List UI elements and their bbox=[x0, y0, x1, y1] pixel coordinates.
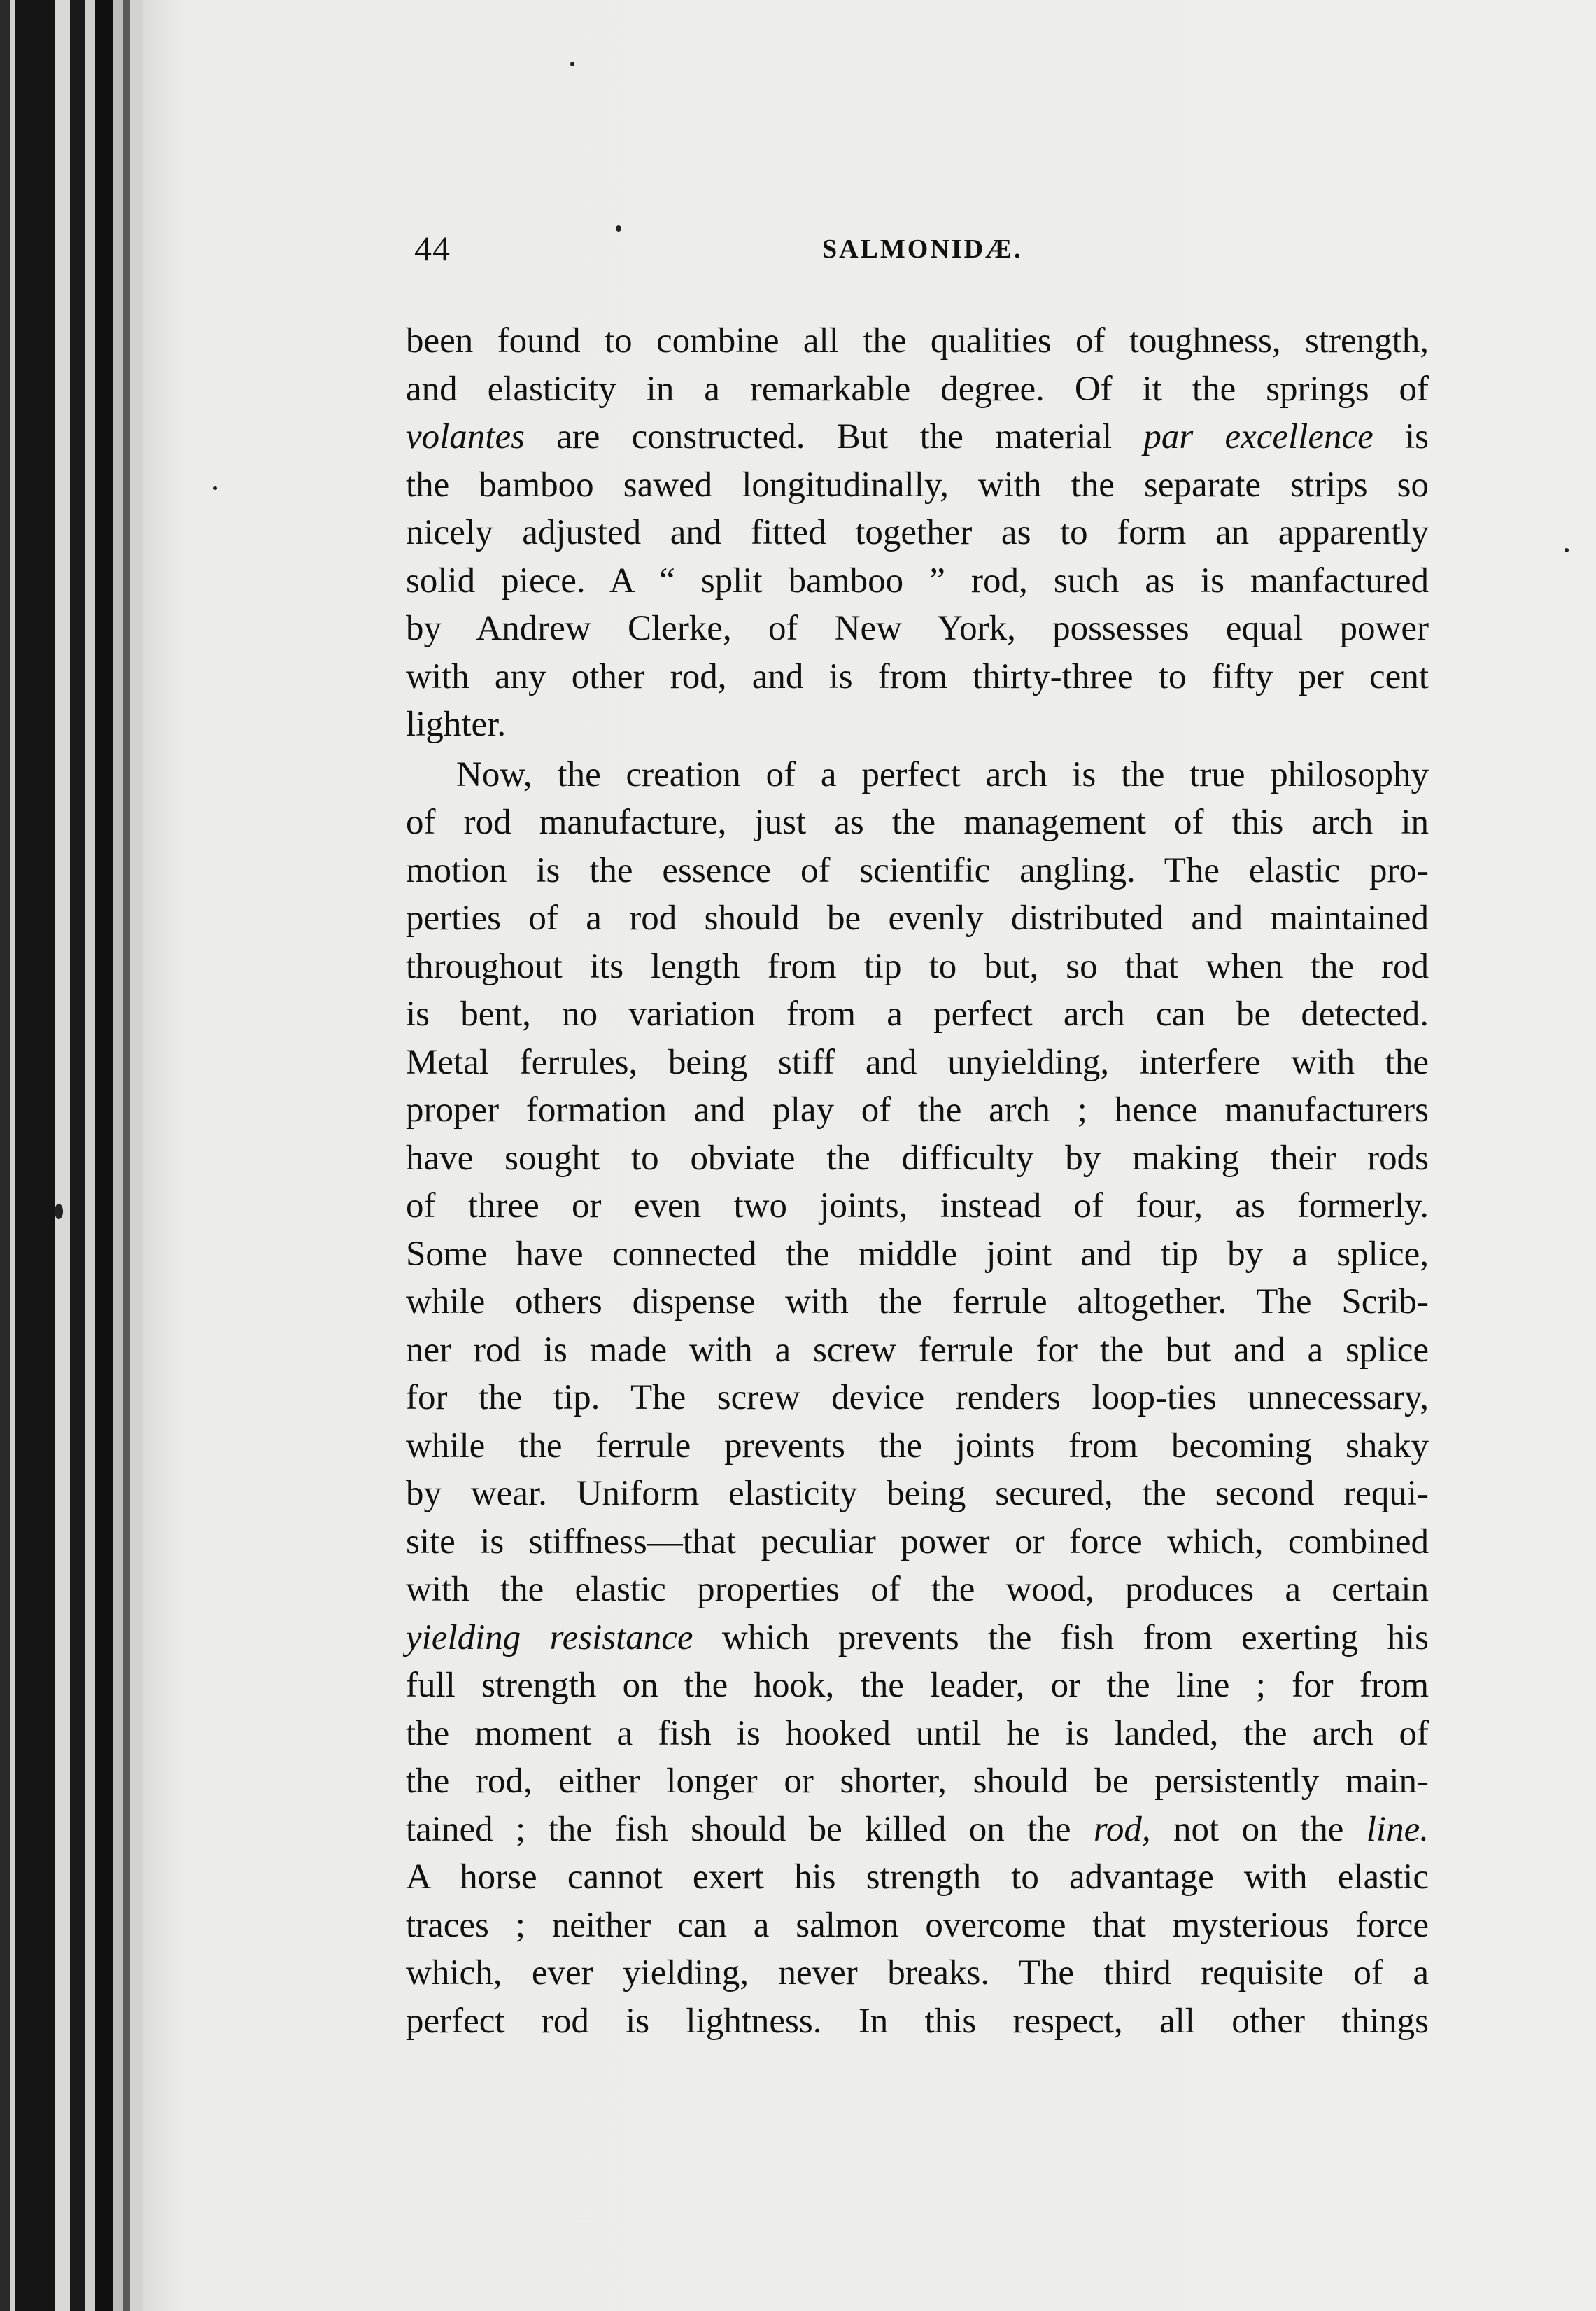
text-line: volantes are constructed. But the material par excellence is bbox=[406, 417, 1429, 456]
text-line: the bamboo sawed longitudinally, with the separate strips so bbox=[406, 465, 1429, 505]
text-line: solid piece. A “ split bamboo ” rod, such as is manfactured bbox=[406, 561, 1429, 600]
text-line: been found to combine all the qualities of toughness, strength, bbox=[406, 321, 1429, 360]
running-title: SALMONIDÆ. bbox=[822, 234, 1023, 264]
text-line: Some have connected the middle joint and tip by a splice, bbox=[406, 1234, 1429, 1274]
paragraph bbox=[406, 751, 1429, 2046]
print-speck bbox=[570, 62, 574, 66]
text-line: throughout its length from tip to but, so that when the rod bbox=[406, 946, 1429, 986]
text-line: have sought to obviate the difficulty by making their rods bbox=[406, 1138, 1429, 1178]
text-line: nicely adjusted and fitted together as to form an apparently bbox=[406, 513, 1429, 552]
text-line: site is stiffness—that peculiar power or force which, combined bbox=[406, 1522, 1429, 1561]
text-line: by wear. Uniform elasticity being secured, the second requi- bbox=[406, 1474, 1429, 1513]
text-line: perties of a rod should be evenly distributed and maintained bbox=[406, 899, 1429, 938]
text-line: yielding resistance which prevents the fish from exerting his bbox=[406, 1617, 1429, 1657]
text-line: A horse cannot exert his strength to advantage with elastic bbox=[406, 1857, 1429, 1897]
text-line: ner rod is made with a screw ferrule for the but and a splice bbox=[406, 1330, 1429, 1370]
print-speck bbox=[1565, 548, 1569, 552]
print-speck bbox=[55, 1204, 63, 1219]
text-line: tained ; the fish should be killed on the rod, not on the line. bbox=[406, 1809, 1429, 1849]
print-speck bbox=[616, 225, 621, 232]
text-line: while the ferrule prevents the joints from becoming shaky bbox=[406, 1426, 1429, 1466]
print-speck bbox=[213, 486, 217, 490]
text-line: perfect rod is lightness. In this respect, all other things bbox=[406, 2001, 1429, 2041]
paragraph bbox=[406, 317, 1429, 749]
text-line: full strength on the hook, the leader, or the line ; for from bbox=[406, 1666, 1429, 1705]
text-line: while others dispense with the ferrule altogether. The Scrib- bbox=[406, 1282, 1429, 1321]
book-binding-gutter bbox=[0, 0, 143, 2311]
text-line: is bent, no variation from a perfect arch can be detected. bbox=[406, 995, 1429, 1034]
text-line: traces ; neither can a salmon overcome that mysterious force bbox=[406, 1905, 1429, 1945]
text-line: with the elastic properties of the wood, produces a certain bbox=[406, 1570, 1429, 1609]
text-line: Metal ferrules, being stiff and unyielding, interfere with the bbox=[406, 1042, 1429, 1082]
text-line: by Andrew Clerke, of New York, possesses equal power bbox=[406, 609, 1429, 648]
text-line: for the tip. The screw device renders loop-ties unnecessary, bbox=[406, 1378, 1429, 1417]
text-line: Now, the creation of a perfect arch is the true philosophy bbox=[456, 754, 1429, 794]
text-line: the moment a fish is hooked until he is landed, the arch of bbox=[406, 1713, 1429, 1753]
text-line: and elasticity in a remarkable degree. Of it the springs of bbox=[406, 369, 1429, 409]
running-head bbox=[414, 228, 1427, 277]
text-line: motion is the essence of scientific angling. The elastic pro- bbox=[406, 850, 1429, 890]
text-line: which, ever yielding, never breaks. The third requisite of a bbox=[406, 1953, 1429, 1993]
text-line: of three or even two joints, instead of four, as formerly. bbox=[406, 1186, 1429, 1225]
text-line: of rod manufacture, just as the management of this arch in bbox=[406, 803, 1429, 842]
page-number: 44 bbox=[414, 229, 451, 268]
text-line: lighter. bbox=[406, 705, 507, 744]
text-line: with any other rod, and is from thirty-three to fifty per cent bbox=[406, 656, 1429, 696]
text-line: the rod, either longer or shorter, should be persistently main- bbox=[406, 1762, 1429, 1801]
text-line: proper formation and play of the arch ; hence manufacturers bbox=[406, 1090, 1429, 1130]
body-text bbox=[406, 317, 1429, 2045]
